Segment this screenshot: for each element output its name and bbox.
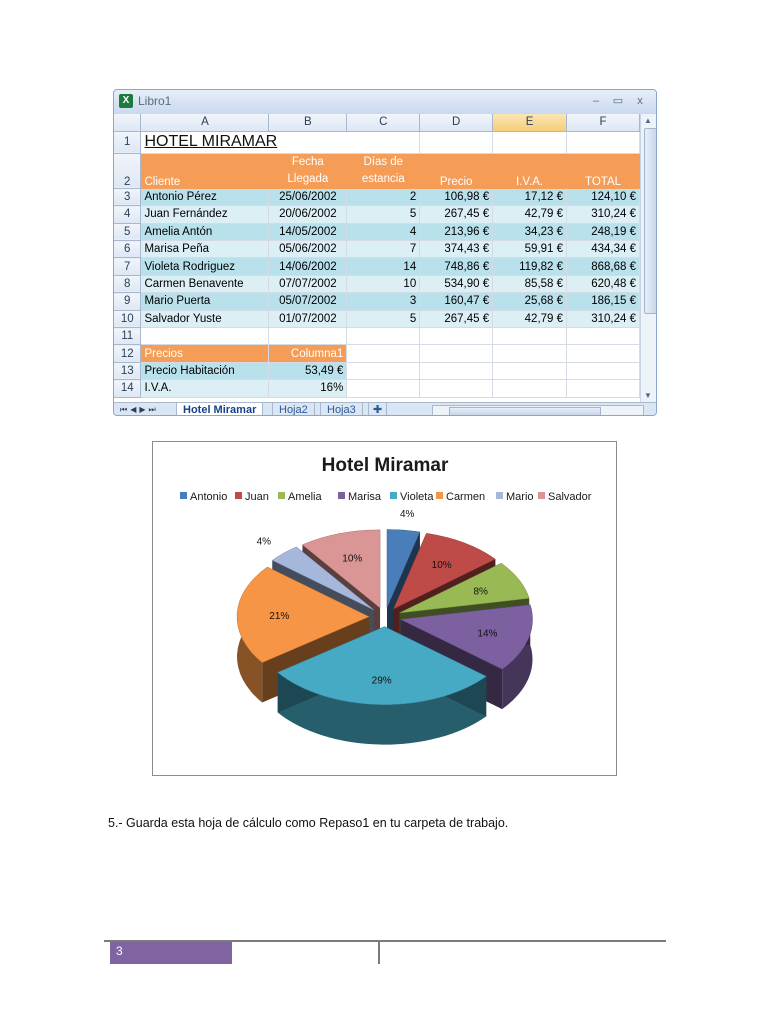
window-title: Libro1 xyxy=(138,94,172,108)
spreadsheet-grid[interactable] xyxy=(114,114,640,402)
cell-precio[interactable]: 748,86 € xyxy=(420,258,493,275)
cell[interactable] xyxy=(347,380,420,397)
cell-iva[interactable]: 34,23 € xyxy=(493,223,567,240)
header-fecha[interactable] xyxy=(269,153,347,188)
cell[interactable] xyxy=(347,345,420,362)
cell[interactable] xyxy=(420,362,493,379)
legend-label-amelia: Amelia xyxy=(288,491,322,503)
header-dias[interactable] xyxy=(347,153,420,188)
header-precio[interactable] xyxy=(420,153,493,188)
cell[interactable] xyxy=(141,328,269,345)
cell-iva[interactable]: 119,82 € xyxy=(493,258,567,275)
cell-dias[interactable]: 14 xyxy=(347,258,420,275)
cell[interactable] xyxy=(493,362,567,379)
table-row xyxy=(114,188,640,205)
horizontal-scrollbar[interactable] xyxy=(432,405,644,416)
instruction-text: 5.- Guarda esta hoja de cálculo como Repaso1 en tu carpeta de trabajo. xyxy=(108,816,509,830)
horizontal-scroll-thumb[interactable] xyxy=(449,407,601,416)
header-total-label: TOTAL xyxy=(585,175,622,188)
cell-fecha[interactable]: 25/06/2002 xyxy=(269,188,347,205)
footer-divider xyxy=(378,940,380,964)
cell-iva[interactable]: 85,58 € xyxy=(493,275,567,292)
sheet-title-cell[interactable]: HOTEL MIRAMAR xyxy=(141,131,347,153)
header-fecha-line2: Llegada xyxy=(287,172,329,185)
row-header[interactable]: 14 xyxy=(114,380,141,397)
price-room-value[interactable]: 53,49 € xyxy=(269,362,347,379)
window-titlebar[interactable] xyxy=(114,90,656,114)
cell-precio[interactable]: 267,45 € xyxy=(420,310,493,327)
cell-dias[interactable]: 3 xyxy=(347,293,420,310)
legend-swatch-marisa xyxy=(338,492,345,499)
legend-swatch-amelia xyxy=(278,492,285,499)
table-row xyxy=(114,241,640,258)
sheet-table xyxy=(114,114,640,398)
tab-navigation-icons[interactable]: ⏮◀▶⏭ xyxy=(120,405,159,414)
row-header[interactable]: 11 xyxy=(114,328,141,345)
cell-precio[interactable]: 534,90 € xyxy=(420,275,493,292)
row-header[interactable]: 12 xyxy=(114,345,141,362)
cell-total[interactable]: 310,24 € xyxy=(567,206,640,223)
cell[interactable] xyxy=(347,362,420,379)
sheet-tab-bar xyxy=(114,402,657,416)
table-row xyxy=(114,310,640,327)
legend-label-mario: Mario xyxy=(506,491,534,503)
header-fecha-line1: Fecha xyxy=(291,155,324,168)
cell-total[interactable]: 186,15 € xyxy=(567,293,640,310)
cell-fecha[interactable]: 01/07/2002 xyxy=(269,310,347,327)
cell-dias[interactable]: 2 xyxy=(347,188,420,205)
cell-dias[interactable]: 5 xyxy=(347,206,420,223)
table-row xyxy=(114,206,640,223)
cell-fecha[interactable]: 20/06/2002 xyxy=(269,206,347,223)
pie-label-juan: 10% xyxy=(431,560,452,572)
table-row xyxy=(114,293,640,310)
cell-total[interactable]: 124,10 € xyxy=(567,188,640,205)
cell-total[interactable]: 248,19 € xyxy=(567,223,640,240)
column-header-b[interactable]: B xyxy=(269,114,347,131)
pie-label-amelia: 8% xyxy=(473,586,488,598)
row-header[interactable]: 6 xyxy=(114,241,141,258)
cell[interactable] xyxy=(493,345,567,362)
tab-hoja3[interactable]: Hoja3 xyxy=(320,403,363,416)
vertical-scrollbar[interactable] xyxy=(640,114,657,402)
vertical-scroll-thumb[interactable] xyxy=(644,128,657,314)
legend-label-carmen: Carmen xyxy=(446,491,486,503)
cell-fecha[interactable]: 07/07/2002 xyxy=(269,275,347,292)
cell-iva[interactable]: 42,79 € xyxy=(493,206,567,223)
legend-label-salvador: Salvador xyxy=(548,491,592,503)
cell-precio[interactable]: 267,45 € xyxy=(420,206,493,223)
header-precio-label: Precio xyxy=(439,175,473,188)
table-row xyxy=(114,275,640,292)
row-header[interactable]: 4 xyxy=(114,206,141,223)
legend-swatch-juan xyxy=(235,492,242,499)
excel-window xyxy=(113,89,657,416)
cell-cliente[interactable]: Juan Fernández xyxy=(141,206,269,223)
column-header-a[interactable]: A xyxy=(141,114,269,131)
row-header[interactable]: 2 xyxy=(114,153,141,188)
row-header[interactable]: 8 xyxy=(114,275,141,292)
prices-header-label[interactable]: Precios xyxy=(141,345,269,362)
cell-precio[interactable]: 106,98 € xyxy=(420,188,493,205)
row-header[interactable]: 3 xyxy=(114,188,141,205)
pie-label-antonio: 4% xyxy=(399,509,415,521)
maximize-button[interactable]: ▭ xyxy=(612,95,624,107)
footer-page-block xyxy=(110,942,232,964)
legend-swatch-salvador xyxy=(538,492,545,499)
column-header-c[interactable]: C xyxy=(347,114,420,131)
cell[interactable] xyxy=(567,328,640,345)
cell-iva[interactable]: 42,79 € xyxy=(493,310,567,327)
cell-dias[interactable]: 10 xyxy=(347,275,420,292)
cell[interactable] xyxy=(420,328,493,345)
header-cliente[interactable] xyxy=(141,153,269,188)
page-number: 3 xyxy=(116,944,123,958)
cell-fecha[interactable]: 05/07/2002 xyxy=(269,293,347,310)
cell[interactable] xyxy=(420,380,493,397)
chart-canvas xyxy=(153,442,618,777)
legend-label-antonio: Antonio xyxy=(190,491,228,503)
cell-cliente[interactable]: Amelia Antón xyxy=(141,223,269,240)
pie-chart xyxy=(152,441,617,776)
cell-precio[interactable]: 213,96 € xyxy=(420,223,493,240)
cell-precio[interactable]: 374,43 € xyxy=(420,241,493,258)
legend-swatch-carmen xyxy=(436,492,443,499)
cell-total[interactable]: 620,48 € xyxy=(567,275,640,292)
legend-swatch-antonio xyxy=(180,492,187,499)
cell[interactable] xyxy=(567,362,640,379)
cell-fecha[interactable]: 05/06/2002 xyxy=(269,241,347,258)
cell-dias[interactable]: 5 xyxy=(347,310,420,327)
pie-label-carmen: 21% xyxy=(269,611,290,623)
row-header[interactable]: 7 xyxy=(114,258,141,275)
price-iva-label[interactable]: I.V.A. xyxy=(141,380,269,397)
cell-cliente[interactable]: Mario Puerta xyxy=(141,293,269,310)
cell-total[interactable]: 434,34 € xyxy=(567,241,640,258)
cell-dias[interactable]: 7 xyxy=(347,241,420,258)
price-room-label[interactable]: Precio Habitación xyxy=(141,362,269,379)
header-cliente-label: Cliente xyxy=(144,175,181,188)
cell-fecha[interactable]: 14/06/2002 xyxy=(269,258,347,275)
legend-swatch-mario xyxy=(496,492,503,499)
cell-cliente[interactable]: Antonio Pérez xyxy=(141,188,269,205)
column-header-d[interactable]: D xyxy=(420,114,493,131)
cell-total[interactable]: 868,68 € xyxy=(567,258,640,275)
close-button[interactable]: x xyxy=(637,95,643,107)
cell-cliente[interactable]: Violeta Rodriguez xyxy=(141,258,269,275)
pie-label-violeta: 29% xyxy=(371,675,392,687)
row-header[interactable]: 9 xyxy=(114,293,141,310)
pie-label-marisa: 14% xyxy=(477,628,498,640)
scroll-down-icon[interactable]: ▼ xyxy=(644,391,652,400)
row-header[interactable]: 5 xyxy=(114,223,141,240)
cell[interactable] xyxy=(567,380,640,397)
row-header[interactable]: 1 xyxy=(114,131,141,153)
column-header-f[interactable]: F xyxy=(567,114,640,131)
cell[interactable] xyxy=(493,380,567,397)
cell[interactable] xyxy=(269,328,347,345)
cell[interactable] xyxy=(493,131,567,153)
tab-hoja2[interactable]: Hoja2 xyxy=(272,403,315,416)
cell-dias[interactable]: 4 xyxy=(347,223,420,240)
tab-hotel-miramar[interactable]: Hotel Miramar xyxy=(176,403,263,416)
cell[interactable] xyxy=(420,345,493,362)
cell[interactable] xyxy=(347,328,420,345)
row-header[interactable]: 10 xyxy=(114,310,141,327)
minimize-button[interactable]: – xyxy=(592,95,600,107)
header-iva-label: I.V.A. xyxy=(516,175,544,188)
chart-legend xyxy=(180,491,592,503)
row-header[interactable]: 13 xyxy=(114,362,141,379)
legend-swatch-violeta xyxy=(390,492,397,499)
select-all-corner[interactable] xyxy=(114,114,141,131)
cell-fecha[interactable]: 14/05/2002 xyxy=(269,223,347,240)
pie-label-salvador: 10% xyxy=(342,553,363,565)
header-iva[interactable] xyxy=(493,153,567,188)
legend-label-marisa: Marisa xyxy=(348,491,382,503)
legend-label-violeta: Violeta xyxy=(400,491,434,503)
new-sheet-icon[interactable]: ✚ xyxy=(368,403,387,416)
cell-cliente[interactable]: Carmen Benavente xyxy=(141,275,269,292)
cell[interactable] xyxy=(347,131,420,153)
cell-iva[interactable]: 25,68 € xyxy=(493,293,567,310)
table-row xyxy=(114,258,640,275)
data-rows xyxy=(114,188,640,327)
cell-cliente[interactable]: Salvador Yuste xyxy=(141,310,269,327)
header-dias-line1: Días de xyxy=(363,155,404,168)
cell-cliente[interactable]: Marisa Peña xyxy=(141,241,269,258)
cell-precio[interactable]: 160,47 € xyxy=(420,293,493,310)
cell-iva[interactable]: 17,12 € xyxy=(493,188,567,205)
cell[interactable] xyxy=(567,345,640,362)
scroll-up-icon[interactable]: ▲ xyxy=(644,116,652,125)
legend-label-juan: Juan xyxy=(245,491,269,503)
header-dias-line2: estancia xyxy=(361,172,405,185)
cell-iva[interactable]: 59,91 € xyxy=(493,241,567,258)
chart-title: Hotel Miramar xyxy=(321,455,449,476)
cell[interactable] xyxy=(420,131,493,153)
prices-header-value[interactable]: Columna1 xyxy=(269,345,347,362)
table-row xyxy=(114,223,640,240)
excel-logo-icon: X xyxy=(119,94,133,108)
header-total[interactable] xyxy=(567,153,640,188)
pie-label-mario: 4% xyxy=(256,536,272,548)
column-header-e[interactable]: E xyxy=(493,114,567,131)
cell[interactable] xyxy=(493,328,567,345)
price-iva-value[interactable]: 16% xyxy=(269,380,347,397)
cell[interactable] xyxy=(567,131,640,153)
cell-total[interactable]: 310,24 € xyxy=(567,310,640,327)
